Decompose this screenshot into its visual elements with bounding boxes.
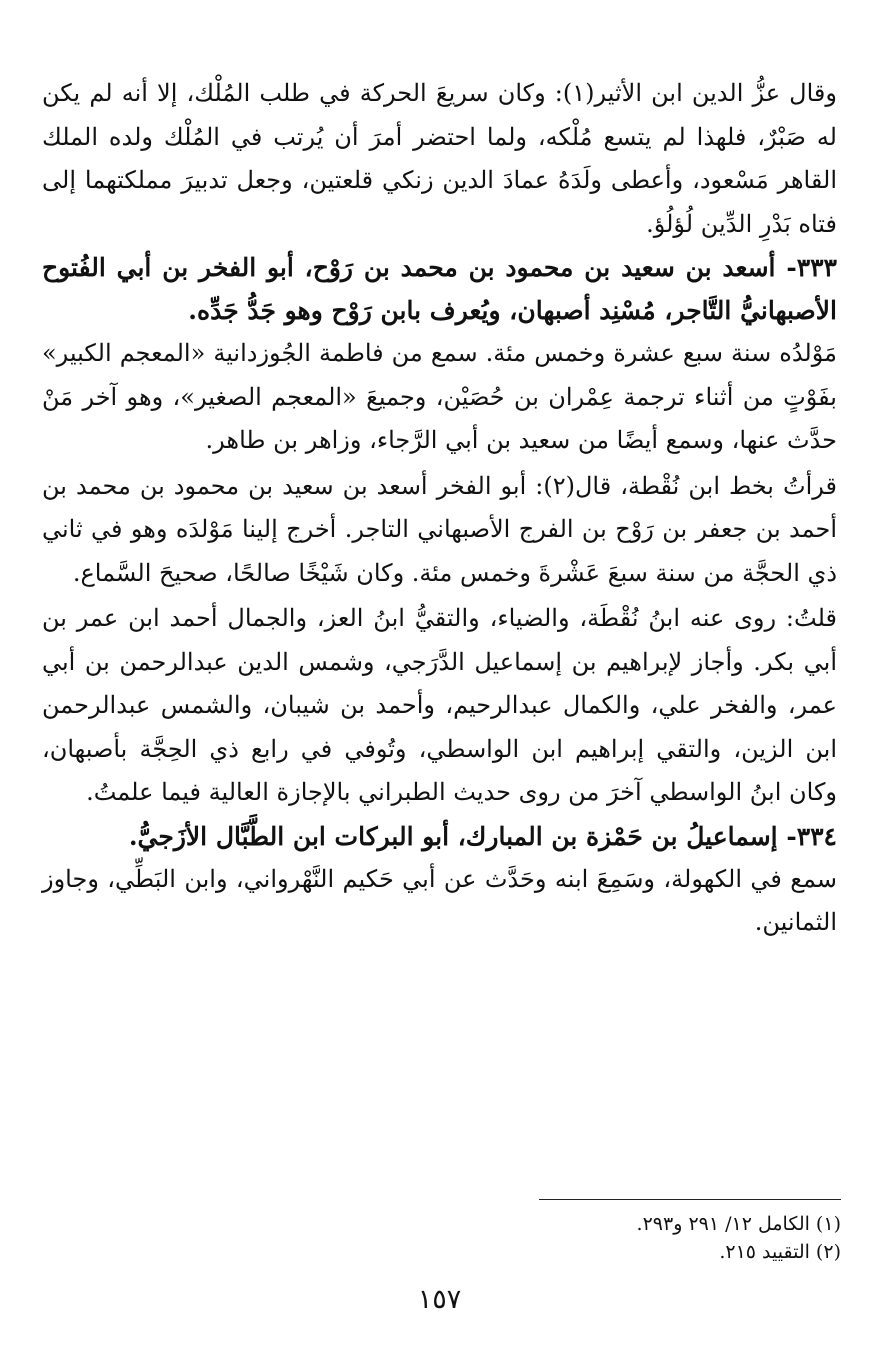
footnote-1: (١) الكامل ١٢/ ٢٩١ و٢٩٣.	[636, 1213, 841, 1235]
footnote-2: (٢) التقييد ٢١٥.	[719, 1241, 841, 1263]
paragraph-entry-334-body: سمع في الكهولة، وسَمِعَ ابنه وحَدَّث عن أبي حَكيم النَّهْرواني، وابن البَطِّي، وجاوز الثمانين.	[42, 864, 837, 936]
entry-heading-333: ٣٣٣- أسعد بن سعيد بن محمود بن محمد بن رَوْح، أبو الفخر بن أبي الفُتوح الأصبهانيُّ التَّاجر، مُسْنِد أصبهان، ويُعرف بابن رَوْح وهو جَدُّ جَدِّه.	[42, 253, 837, 325]
entry-heading-334: ٣٣٤- إسماعيلُ بن حَمْزة بن المبارك، أبو البركات ابن الطَّبَّال الأزَجيُّ.	[128, 821, 837, 851]
paragraph-ibn-nuqta-quote: قرأتُ بخط ابن نُقْطة، قال(٢): أبو الفخر أسعد بن سعيد بن محمود بن محمد بن أحمد بن جعفر بن رَوْح بن الفرج الأصبهاني التاجر. أخرج إلينا مَوْلدَه وهو في ثاني ذي الحجَّة من سنة سبعَ عَشْرةَ وخمس مئة. وكان شَيْخًا صالحًا، صحيحَ السَّماع.	[42, 471, 838, 587]
paragraph-ibn-athir-quote: وقال عزُّ الدين ابن الأثير(١): وكان سريعَ الحركة في طلب المُلْك، إلا أنه لم يكن له صَبْرٌ، فلهذا لم يتسع مُلْكه، ولما احتضر أمرَ أن يُرتب في المُلْك ولده الملك القاهر مَسْعود، وأعطى ولَدَهُ عمادَ الدين زنكي قلعتين، وجعل تدبيرَ مملكتهما إلى فتاه بَدْرِ الدِّين لُؤلُؤ.	[42, 79, 837, 238]
footnote-separator	[539, 1199, 841, 1200]
paragraph-birth-and-hearing: مَوْلدُه سنة سبع عشرة وخمس مئة. سمع من فاطمة الجُوزدانية «المعجم الكبير» بفَوْتٍ من أثناء ترجمة عِمْران بن حُصَيْن، وجميعَ «المعجم الصغير»، وهو آخر مَنْ حدَّث عنها، وسمع أيضًا من سعيد بن أبي الرَّجاء، وزاهر بن طاهر.	[42, 339, 837, 454]
footnotes	[42, 1210, 841, 1266]
page-number: ١٥٧	[417, 1284, 462, 1315]
paragraph-narrators: قلتُ: روى عنه ابنُ نُقْطَة، والضياء، والتقيُّ ابنُ العز، والجمال أحمد ابن عمر بن أبي بكر. وأجاز لإبراهيم بن إسماعيل الدَّرَجي، وشمس الدين عبدالرحمن بن أبي عمر، والفخر علي، والكمال عبدالرحيم، وأحمد بن شيبان، والشمس عبدالرحمن ابن الزين، والتقي إبراهيم ابن الواسطي، وتُوفي في رابع ذي الحِجَّة بأصبهان، وكان ابنُ الواسطي آخرَ من روى حديث الطبراني بالإجازة العالية فيما علمتُ.	[42, 604, 837, 806]
